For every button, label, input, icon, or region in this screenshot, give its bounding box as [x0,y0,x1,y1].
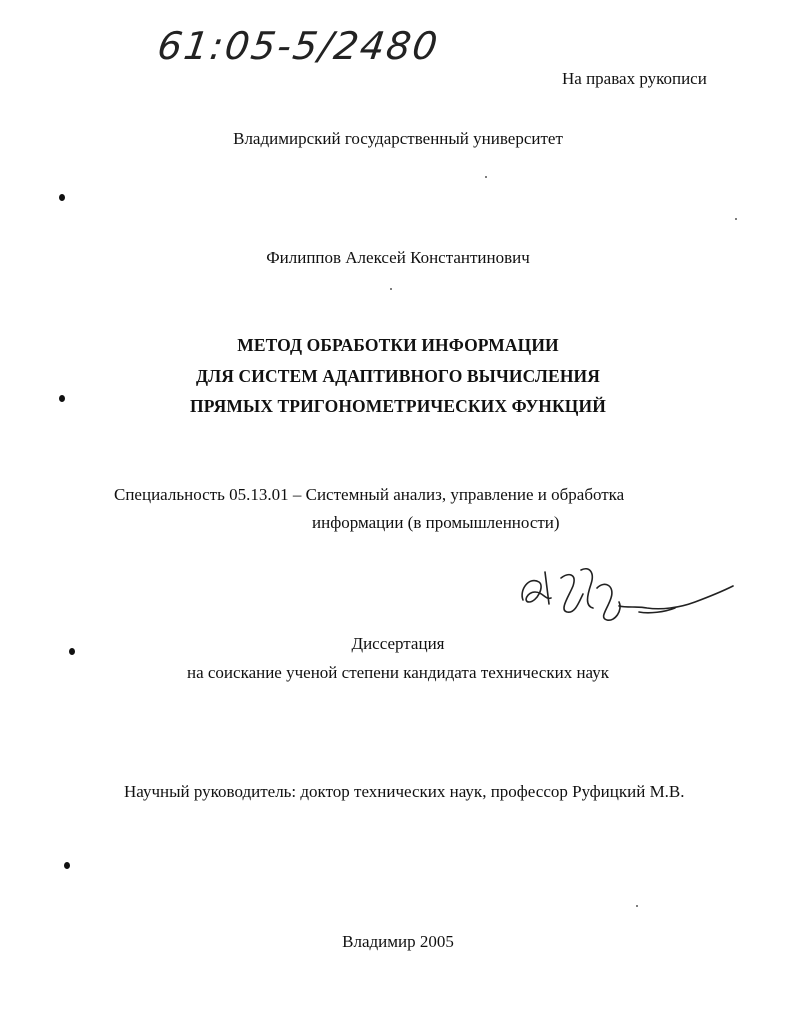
specialty-line-1: Специальность 05.13.01 – Системный анализ, управление и обработка [114,485,625,504]
title-line-1: МЕТОД ОБРАБОТКИ ИНФОРМАЦИИ [237,335,559,355]
university-name: Владимирский государственный университет [233,129,563,148]
scan-speck [390,288,392,290]
scan-speck [735,218,737,220]
scan-speck [636,905,638,907]
binding-hole-mark [64,862,70,869]
degree-line: на соискание ученой степени кандидата технических наук [186,663,609,682]
city-year: Владимир 2005 [342,932,454,951]
title-line-2: ДЛЯ СИСТЕМ АДАПТИВНОГО ВЫЧИСЛЕНИЯ [196,366,600,386]
archive-number-handwritten: 61:05-5/2480 [154,24,443,68]
rights-note: На правах рукописи [562,69,707,88]
author-name: Филиппов Алексей Константинович [266,248,530,267]
specialty-line-2: информации (в промышленности) [312,513,560,532]
scan-speck [485,176,487,178]
binding-hole-mark [59,194,65,201]
binding-hole-mark [69,648,75,655]
document-type: Диссертация [351,634,445,653]
title-line-3: ПРЯМЫХ ТРИГОНОМЕТРИЧЕСКИХ ФУНКЦИЙ [190,396,606,416]
supervisor-line: Научный руководитель: доктор технических наук, профессор Руфицкий М.В. [124,782,685,801]
signature-icon [515,562,740,632]
binding-hole-mark [59,395,65,402]
